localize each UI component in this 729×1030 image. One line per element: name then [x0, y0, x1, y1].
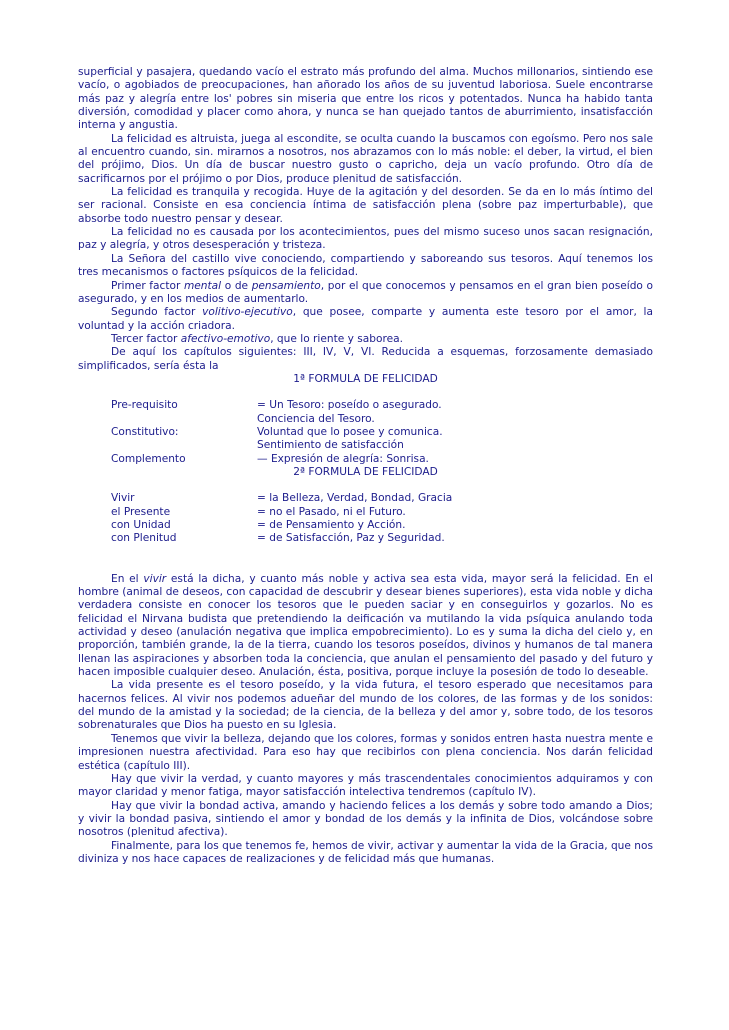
formula-label: Constitutivo: [111, 425, 179, 438]
text-run: La felicidad es tranquila y recogida. Huye de la agitación y del desorden. Se da en lo más íntimo del ser racional. Consiste en esa conciencia íntima de satisfacción plena (sobre paz imperturbable), que absorbe todo nuestro pensar y desear. [78, 186, 653, 225]
paragraph [78, 253, 653, 280]
text-run: Segundo factor [111, 306, 203, 319]
text-run: Finalmente, para los que tenemos fe, hemos de vivir, activar y aumentar la vida de la Gracia, que nos diviniza y nos hace capaces de realizaciones y de felicidad más que humanas. [78, 839, 653, 865]
italic-term: mental [183, 279, 222, 292]
text-run: En el [111, 572, 144, 585]
text-run: La Señora del castillo vive conociendo, compartiendo y saboreando sus tesoros. Aquí tenemos los tres mecanismos o factores psíquicos de la felicidad. [78, 252, 653, 279]
text-run: , que lo riente y saborea. [270, 332, 403, 345]
paragraph [78, 186, 653, 226]
text-section-body [78, 573, 653, 867]
formula-1-table [78, 399, 653, 466]
text-run: Tenemos que vivir la belleza, dejando que los colores, formas y sonidos entren hasta nuestra mente e impresionen nuestra afectividad. Para eso hay que recibirlos con plena conciencia. Nos darán felicidad estética (capítulo III). [78, 732, 653, 772]
formula-value: Voluntad que lo posee y comunica. [257, 425, 443, 438]
text-run: Primer factor [111, 279, 184, 292]
formula-value: Conciencia del Tesoro. [257, 412, 375, 425]
paragraph [78, 773, 653, 800]
paragraph [78, 133, 653, 186]
formula-label: con Plenitud [111, 532, 177, 545]
formula-2-title: 2ª FORMULA DE FELICIDAD [293, 465, 438, 478]
formula-row [78, 426, 653, 439]
formula-label: el Presente [111, 505, 171, 518]
formula-label: Vivir [111, 492, 135, 505]
formula-row [78, 453, 653, 466]
text-run: o de [221, 279, 252, 292]
text-run: está la dicha, y cuanto más noble y activa sea esta vida, mayor será la felicidad. En el hombre (animal de deseos, con capacidad de descubrir y desear bienes superiores), esta vida noble y dicha verdadera consiste en conocer los tesoros que le pueden saciar y en conseguirlos y gozarlos. No es felicidad el Nirvana budista que pretendiendo la deificación va mutilando la vida psíquica anulando toda actividad y deseo (anulación negativa que implica empobrecimiento). Lo es y suma la dicha del cielo y, en proporción, también grande, la de la tierra, cuando los tesoros poseídos, divinos y humanos de tal manera llenan las aspiraciones y absorben toda la conciencia, que anulan el pensamiento del pasado y del futuro y hacen imposible cualquier deseo. Anulación, ésta, positiva, porque incluye la posesión de todo lo deseable. [78, 572, 653, 679]
formula-row [78, 519, 653, 532]
document-page [78, 66, 653, 866]
formula-2-table [78, 492, 653, 545]
text-section-intro [78, 66, 653, 373]
text-run: Hay que vivir la bondad activa, amando y haciendo felices a los demás y sobre todo amando a Dios; y vivir la bondad pasiva, sintiendo el amor y bondad de los demás y la infinita de Dios, volcándose sobre nosotros (plenitud afectiva). [78, 799, 653, 839]
paragraph [78, 333, 653, 346]
formula-row [78, 439, 653, 452]
formula-row [78, 492, 653, 505]
formula-row [78, 506, 653, 519]
paragraph [78, 66, 653, 133]
italic-term: afectivo-emotivo [180, 332, 271, 345]
paragraph [78, 800, 653, 840]
formula-label [111, 413, 257, 426]
formula-row [78, 399, 653, 412]
paragraph [78, 346, 653, 373]
paragraph [78, 280, 653, 307]
text-run: La felicidad es altruista, juega al escondite, se oculta cuando la buscamos con egoísmo. Pero nos sale al encuentro cuando, sin. mirarnos a nosotros, nos abrazamos con lo más noble: el deber, la virtud, el bien del prójimo, Dios. Un día de buscar nuestro gusto o capricho, deja un vacío profundo. Otro día de sacrificarnos por el prójimo o por Dios, produce plenitud de satisfacción. [78, 132, 653, 185]
formula-row [78, 532, 653, 545]
text-run: Hay que vivir la verdad, y cuanto mayores y más trascendentales conocimientos adquiramos y con mayor claridad y menor fatiga, mayor satisfacción intelectiva tendremos (capítulo IV). [78, 772, 653, 799]
paragraph [78, 226, 653, 253]
text-run: , por el que conocemos y pensamos en el gran bien poseído o asegurado, y en los medios de aumentarlo. [78, 279, 654, 305]
text-run: , que posee, comparte y aumenta este tesoro por el amor, la voluntad y la acción criadora. [78, 306, 653, 332]
text-run: La vida presente es el tesoro poseído, y la vida futura, el tesoro esperado que necesitamos para hacernos felices. Al vivir nos podemos adueñar del mundo de los colores, de las formas y de los sonidos: del mundo de la amistad y la sociedad; de la ciencia, de la belleza y del amor y, sobre todo, de los tesoros sobrenaturales que Dios ha puesto en su Iglesia. [78, 679, 653, 732]
formula-value: — Expresión de alegría: Sonrisa. [257, 452, 429, 465]
formula-label: Complemento [111, 452, 186, 465]
formula-row [78, 413, 653, 426]
paragraph [78, 840, 653, 867]
italic-term: vivir [143, 572, 167, 585]
formula-value: = la Belleza, Verdad, Bondad, Gracia [257, 492, 453, 505]
italic-term: volitivo-ejecutivo [202, 306, 293, 319]
text-run: De aquí los capítulos siguientes: III, IV, V, VI. Reducida a esquemas, forzosamente demasiado simplificados, sería ésta la [78, 346, 653, 372]
formula-label: con Unidad [111, 519, 171, 531]
paragraph [78, 733, 653, 773]
formula-label: Pre-requisito [111, 399, 178, 412]
formula-1-title: 1ª FORMULA DE FELICIDAD [293, 372, 438, 385]
formula-value: Sentimiento de satisfacción [257, 439, 404, 452]
italic-term: pensamiento [251, 279, 321, 292]
formula-value: = Un Tesoro: poseído o asegurado. [257, 399, 442, 412]
paragraph [78, 679, 653, 732]
formula-value: = no el Pasado, ni el Futuro. [257, 505, 406, 518]
formula-value: = de Pensamiento y Acción. [257, 519, 406, 531]
paragraph [78, 573, 653, 680]
text-run: La felicidad no es causada por los acontecimientos, pues del mismo suceso unos sacan resignación, paz y alegría, y otros desesperación y tristeza. [78, 226, 653, 252]
text-run: superficial y pasajera, quedando vacío el estrato más profundo del alma. Muchos millonarios, sintiendo ese vacío, o agobiados de preocupaciones, han añorado los años de su juventud laboriosa. Suele encontrarse más paz y alegría entre los' pobres sin miseria que entre los ricos y potentados. Nunca ha habido tanta diversión, comodidad y placer como ahora, y nunca se han quejado tantos de aburrimiento, insatisfacción interna y angustia. [78, 66, 653, 132]
text-run: Tercer factor [111, 332, 181, 345]
paragraph [78, 306, 653, 333]
formula-label [111, 439, 257, 452]
formula-value: = de Satisfacción, Paz y Seguridad. [257, 532, 445, 545]
